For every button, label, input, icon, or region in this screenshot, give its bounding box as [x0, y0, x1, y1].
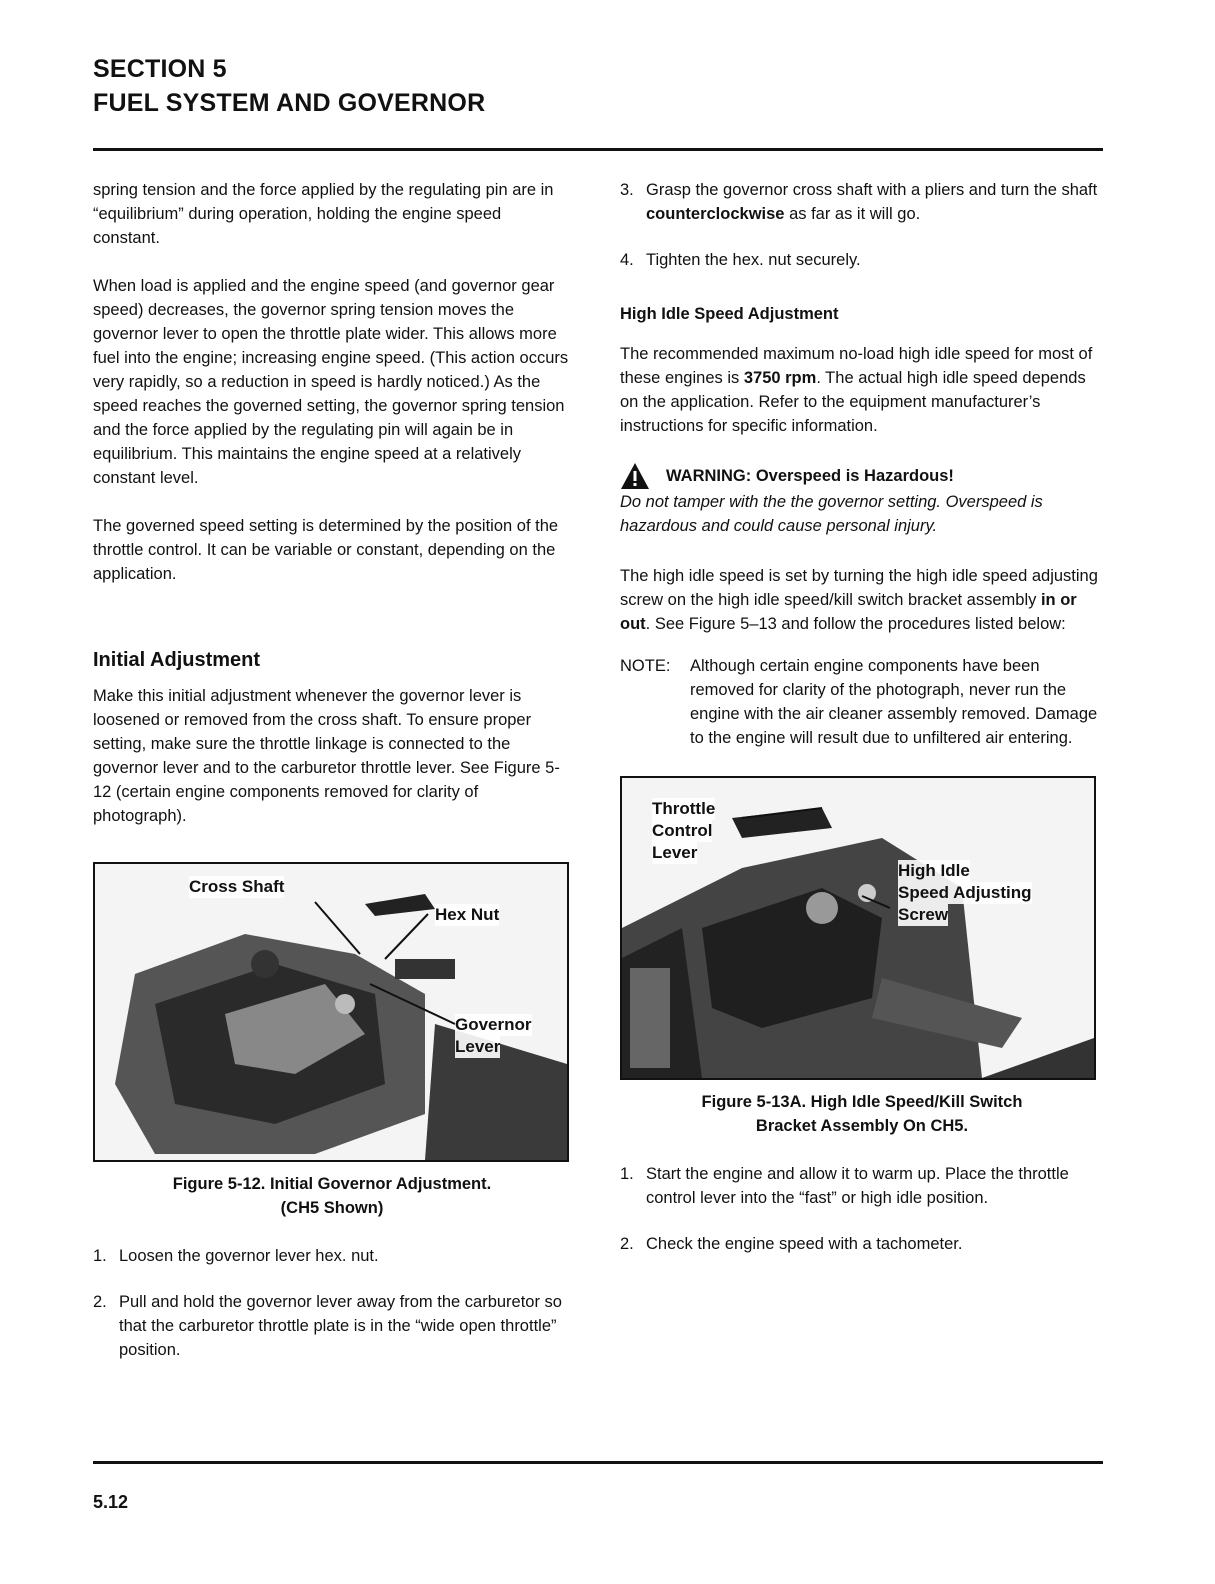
step-item: [620, 1232, 1104, 1256]
step-text-part: as far as it will go.: [784, 205, 921, 223]
step-number: 1.: [620, 1165, 634, 1183]
paragraph: spring tension and the force applied by the regulating pin are in “equilibrium” during operation, holding the engine speed constant.: [93, 181, 554, 247]
warning-heading: [620, 462, 1104, 490]
header-rule: [93, 148, 1103, 151]
footer-rule: [93, 1461, 1103, 1464]
figure-5-13a: [620, 776, 1096, 1080]
text-part: The high idle speed is set by turning the high idle speed adjusting screw on the high idle speed/kill switch bracket assembly: [620, 567, 1098, 609]
page-header: [93, 52, 1103, 120]
right-column: [620, 178, 1104, 1278]
step-text-part: Grasp the governor cross shaft with a pliers and turn the shaft: [646, 181, 1098, 199]
caption-line: Figure 5-12. Initial Governor Adjustment.: [172, 1175, 492, 1193]
step-item: [620, 248, 1104, 272]
paragraph: When load is applied and the engine speed (and governor gear speed) decreases, the governor spring tension moves the governor lever to open the throttle plate wider. This allows more fuel into the engine; increasing engine speed. (This action occurs very rapidly, so a reduction in speed is hardly noticed.) As the speed reaches the governed setting, the governor spring tension and the force applied by the regulating pin will again be in equilibrium. This maintains the engine speed at a relatively constant level.: [93, 277, 569, 487]
emphasis-rpm: 3750 rpm: [743, 369, 817, 387]
high-idle-heading: High Idle Speed Adjustment: [620, 305, 839, 323]
section-title: FUEL SYSTEM AND GOVERNOR: [93, 89, 486, 117]
step-item: [93, 1290, 571, 1362]
caption-line: Figure 5-13A. High Idle Speed/Kill Switch: [701, 1093, 1023, 1111]
figure-5-12: [93, 862, 569, 1162]
step-number: 2.: [93, 1293, 107, 1311]
page-number: 5.12: [93, 1492, 129, 1512]
note-block: [620, 654, 1104, 750]
figure-5-13a-caption: [620, 1090, 1104, 1138]
callout-cross-shaft: Cross Shaft: [189, 877, 285, 896]
text-part: . See Figure 5–13 and follow the procedures listed below:: [645, 615, 1066, 633]
initial-adjustment-heading: Initial Adjustment: [93, 649, 261, 671]
section-number: SECTION 5: [93, 55, 227, 83]
warning-title: WARNING: Overspeed is Hazardous!: [666, 467, 954, 485]
step-number: 4.: [620, 251, 634, 269]
step-number: 2.: [620, 1235, 634, 1253]
callout-throttle-control-lever: Control: [652, 821, 713, 840]
paragraph: [620, 564, 1104, 636]
note-text: Although certain engine components have been removed for clarity of the photograph, never run the engine with the air cleaner assembly removed. Damage to the engine will result due to unfiltered air entering.: [690, 657, 1098, 747]
paragraph: [620, 342, 1104, 438]
caption-line: Bracket Assembly On CH5.: [755, 1117, 969, 1135]
text-part: . The actual high idle speed depends on the application. Refer to the equipment manufacturer’s instructions for specific information.: [620, 369, 1086, 435]
callout-high-idle-screw: Speed Adjusting: [898, 883, 1032, 902]
callout-hex-nut: Hex Nut: [435, 905, 500, 924]
step-text: Loosen the governor lever hex. nut.: [119, 1247, 379, 1265]
emphasis-in-or-out: in or out: [620, 591, 1077, 633]
step-number: 3.: [620, 181, 634, 199]
step-text: Start the engine and allow it to warm up. Place the throttle control lever into the “fast” or high idle position.: [646, 1165, 1069, 1207]
caption-line: (CH5 Shown): [280, 1199, 384, 1217]
paragraph: The governed speed setting is determined by the position of the throttle control. It can be variable or constant, depending on the application.: [93, 517, 559, 583]
step-number: 1.: [93, 1247, 107, 1265]
text-part: The recommended maximum no-load high idle speed for most of these engines is: [620, 345, 1093, 387]
step-text: [646, 178, 1104, 226]
step-text: Check the engine speed with a tachometer.: [646, 1235, 963, 1253]
callout-governor-lever: Governor: [455, 1015, 532, 1034]
callout-throttle-control-lever: Lever: [652, 843, 698, 862]
step-text: Pull and hold the governor lever away from the carburetor so that the carburetor throttle plate is in the “wide open throttle” position.: [119, 1293, 562, 1359]
left-column: [93, 178, 571, 1384]
figure-5-12-caption: [93, 1172, 571, 1220]
callout-governor-lever: Lever: [455, 1037, 501, 1056]
step-item: [620, 1162, 1104, 1210]
callout-high-idle-screw: High Idle: [898, 861, 970, 880]
warning-triangle-icon: [620, 462, 650, 490]
step-text: Tighten the hex. nut securely.: [646, 251, 861, 269]
callout-high-idle-screw: Screw: [898, 905, 949, 924]
step-item: [620, 178, 1104, 226]
emphasis-counterclockwise: counterclockwise: [646, 205, 785, 223]
callout-throttle-control-lever: Throttle: [652, 799, 716, 818]
paragraph: Make this initial adjustment whenever the governor lever is loosened or removed from the cross shaft. To ensure proper setting, make sure the throttle linkage is connected to the governor lever and to the carburetor throttle lever. See Figure 5-12 (certain engine components removed for clarity of photograph).: [93, 687, 560, 825]
note-label: NOTE:: [620, 657, 671, 675]
warning-text: Do not tamper with the the governor setting. Overspeed is hazardous and could cause personal injury.: [620, 493, 1043, 535]
step-item: [93, 1244, 571, 1268]
